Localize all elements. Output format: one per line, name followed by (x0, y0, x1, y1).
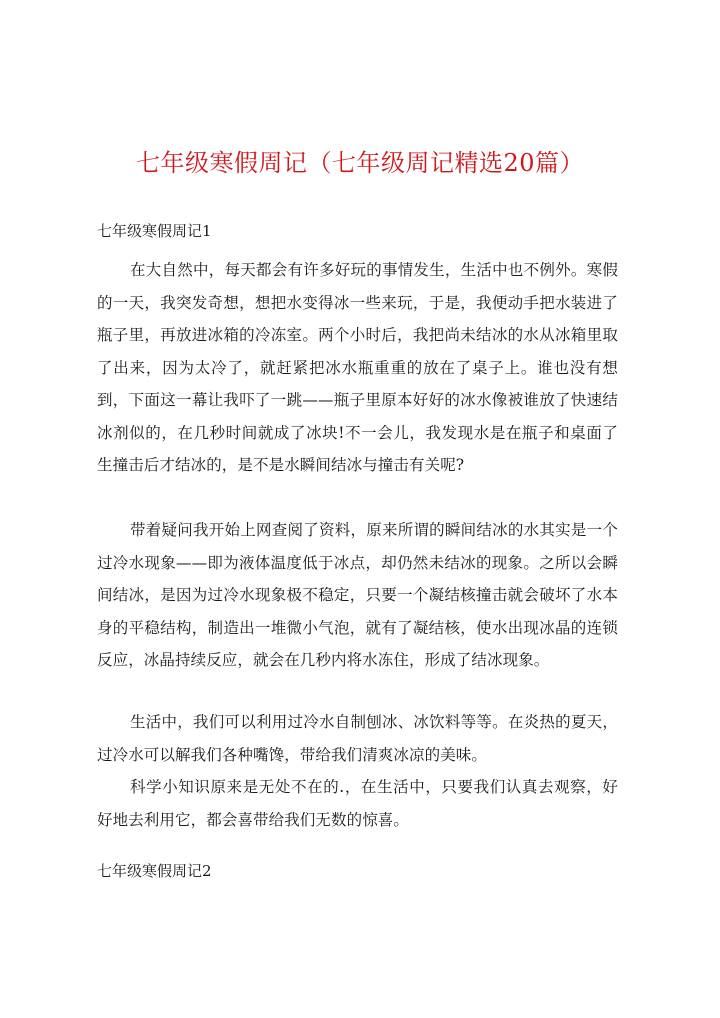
paragraph-2: 带着疑问我开始上网查阅了资料，原来所谓的瞬间结冰的水其实是一个过冷水现象——即为液体温度低于冰点，却仍然未结冰的现象。之所以会瞬间结冰，是因为过冷水现象极不稳定，只要一个凝结核撞击就会破坏了水本身的平稳结构，制造出一堆微小气泡，就有了凝结核，使水出现冰晶的连锁反应，冰晶持续反应，就会在几秒内将水冻住，形成了结冰现象。 (97, 521, 618, 669)
section-heading-1: 七年级寒假周记1 (97, 222, 212, 240)
paragraph-1: 在大自然中，每天都会有许多好玩的事情发生，生活中也不例外。寒假的一天，我突发奇想，想把水变得冰一些来玩，于是，我便动手把水装进了瓶子里，再放进冰箱的冷冻室。两个小时后，我把尚未结冰的水从冰箱里取了出来，因为太冷了，就赶紧把冰水瓶重重的放在了桌子上。谁也没有想到，下面这一幕让我吓了一跳——瓶子里原本好好的冰水像被谁放了快速结冰剂似的，在几秒时间就成了冰块!不一会儿，我发现水是在瓶子和桌面了生撞击后才结冰的，是不是水瞬间结冰与撞击有关呢? (97, 261, 618, 474)
section-heading-2: 七年级寒假周记2 (97, 862, 212, 880)
paragraph-4: 科学小知识原来是无处不在的.，在生活中，只要我们认真去观察，好好地去利用它，都会喜带给我们无数的惊喜。 (97, 778, 618, 829)
paragraph-3: 生活中，我们可以利用过冷水自制刨冰、冰饮料等等。在炎热的夏天，过冷水可以解我们各种嘴馋，带给我们清爽冰凉的美味。 (97, 713, 618, 764)
document-title: 七年级寒假周记（七年级周记精选20篇） (135, 149, 585, 177)
